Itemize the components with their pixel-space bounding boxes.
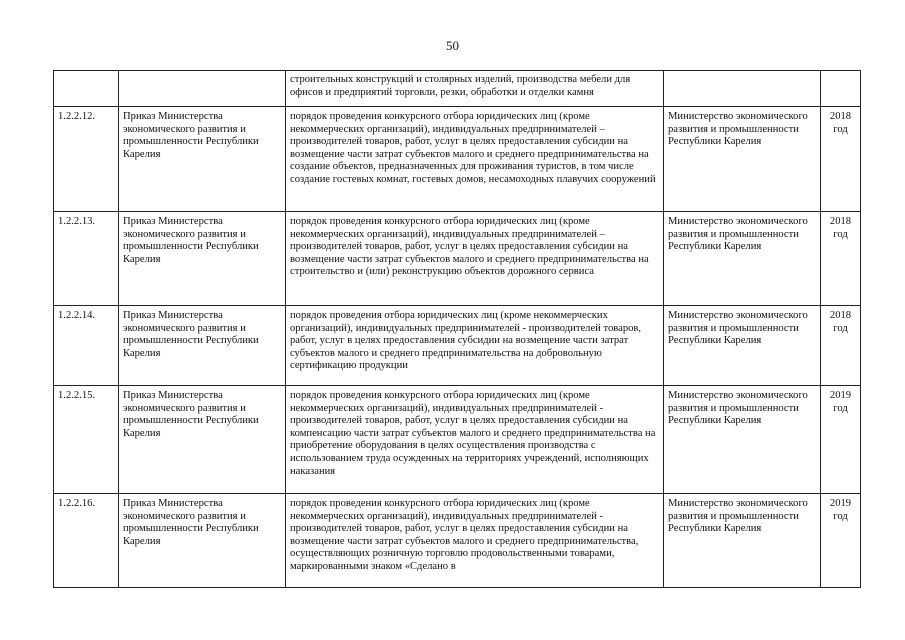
cell-year: 2018 год (821, 306, 861, 386)
cell-year: 2019 год (821, 386, 861, 494)
cell-year: 2018 год (821, 107, 861, 212)
cell-year: 2018 год (821, 212, 861, 306)
cell-number: 1.2.2.12. (54, 107, 119, 212)
cell-document: Приказ Министерства экономического развития и промышленности Республики Карелия (119, 212, 286, 306)
cell-organization: Министерство экономического развития и промышленности Республики Карелия (664, 212, 821, 306)
cell-description: порядок проведения отбора юридических лиц (кроме некоммерческих организаций), индивидуальных предпринимателей - производителей товаров, работ, услуг в целях предоставления субсидии на возмещение части затрат субъектов малого и среднего предпринимательства на добровольную сертификацию продукции (286, 306, 664, 386)
cell-number: 1.2.2.13. (54, 212, 119, 306)
page-number: 50 (446, 38, 459, 53)
table-row (54, 107, 861, 212)
regulations-table (53, 70, 861, 588)
cell-organization: Министерство экономического развития и промышленности Республики Карелия (664, 306, 821, 386)
table-row (54, 212, 861, 306)
table-row (54, 494, 861, 588)
cell-document: Приказ Министерства экономического развития и промышленности Республики Карелия (119, 386, 286, 494)
cell-number (54, 71, 119, 107)
cell-year (821, 71, 861, 107)
cell-number: 1.2.2.15. (54, 386, 119, 494)
cell-description: порядок проведения конкурсного отбора юридических лиц (кроме некоммерческих организаций), индивидуальных предпринимателей – производителей товаров, работ, услуг в целях предоставления субсидии на возмещение части затрат субъектов малого и среднего предпринимательства на создание объектов, предназначенных для проживания туристов, в том числе создание гостевых комнат, гостевых домов, несамоходных плавучих сооружений (286, 107, 664, 212)
table-row (54, 386, 861, 494)
cell-document: Приказ Министерства экономического развития и промышленности Республики Карелия (119, 494, 286, 588)
cell-organization: Министерство экономического развития и промышленности Республики Карелия (664, 494, 821, 588)
cell-document: Приказ Министерства экономического развития и промышленности Республики Карелия (119, 107, 286, 212)
cell-organization (664, 71, 821, 107)
cell-document (119, 71, 286, 107)
cell-description: строительных конструкций и столярных изделий, производства мебели для офисов и предприятий торговли, резки, обработки и отделки камня (286, 71, 664, 107)
cell-organization: Министерство экономического развития и промышленности Республики Карелия (664, 107, 821, 212)
cell-description: порядок проведения конкурсного отбора юридических лиц (кроме некоммерческих организаций), индивидуальных предпринимателей - производителей товаров, работ, услуг в целях предоставления субсидии на возмещение части затрат субъектов малого и среднего предпринимательства, осуществляющих розничную торговлю продовольственными товарами, маркированными знаком «Сделано в (286, 494, 664, 588)
cell-number: 1.2.2.16. (54, 494, 119, 588)
cell-number: 1.2.2.14. (54, 306, 119, 386)
table-row-continuation (54, 71, 861, 107)
table-row (54, 306, 861, 386)
cell-document: Приказ Министерства экономического развития и промышленности Республики Карелия (119, 306, 286, 386)
cell-description: порядок проведения конкурсного отбора юридических лиц (кроме некоммерческих организаций), индивидуальных предпринимателей – производителей товаров, работ, услуг в целях предоставления субсидии на возмещение части затрат субъектов малого и среднего предпринимательства на строительство и (или) реконструкцию объектов дорожного сервиса (286, 212, 664, 306)
cell-description: порядок проведения конкурсного отбора юридических лиц (кроме некоммерческих организаций), индивидуальных предпринимателей - производителей товаров, работ, услуг в целях предоставления субсидии на компенсацию части затрат субъектов малого и среднего предпринимательства на приобретение оборудования в целях осуществления производства с использованием труда осужденных на территориях учреждений, исполняющих наказания (286, 386, 664, 494)
cell-organization: Министерство экономического развития и промышленности Республики Карелия (664, 386, 821, 494)
cell-year: 2019 год (821, 494, 861, 588)
